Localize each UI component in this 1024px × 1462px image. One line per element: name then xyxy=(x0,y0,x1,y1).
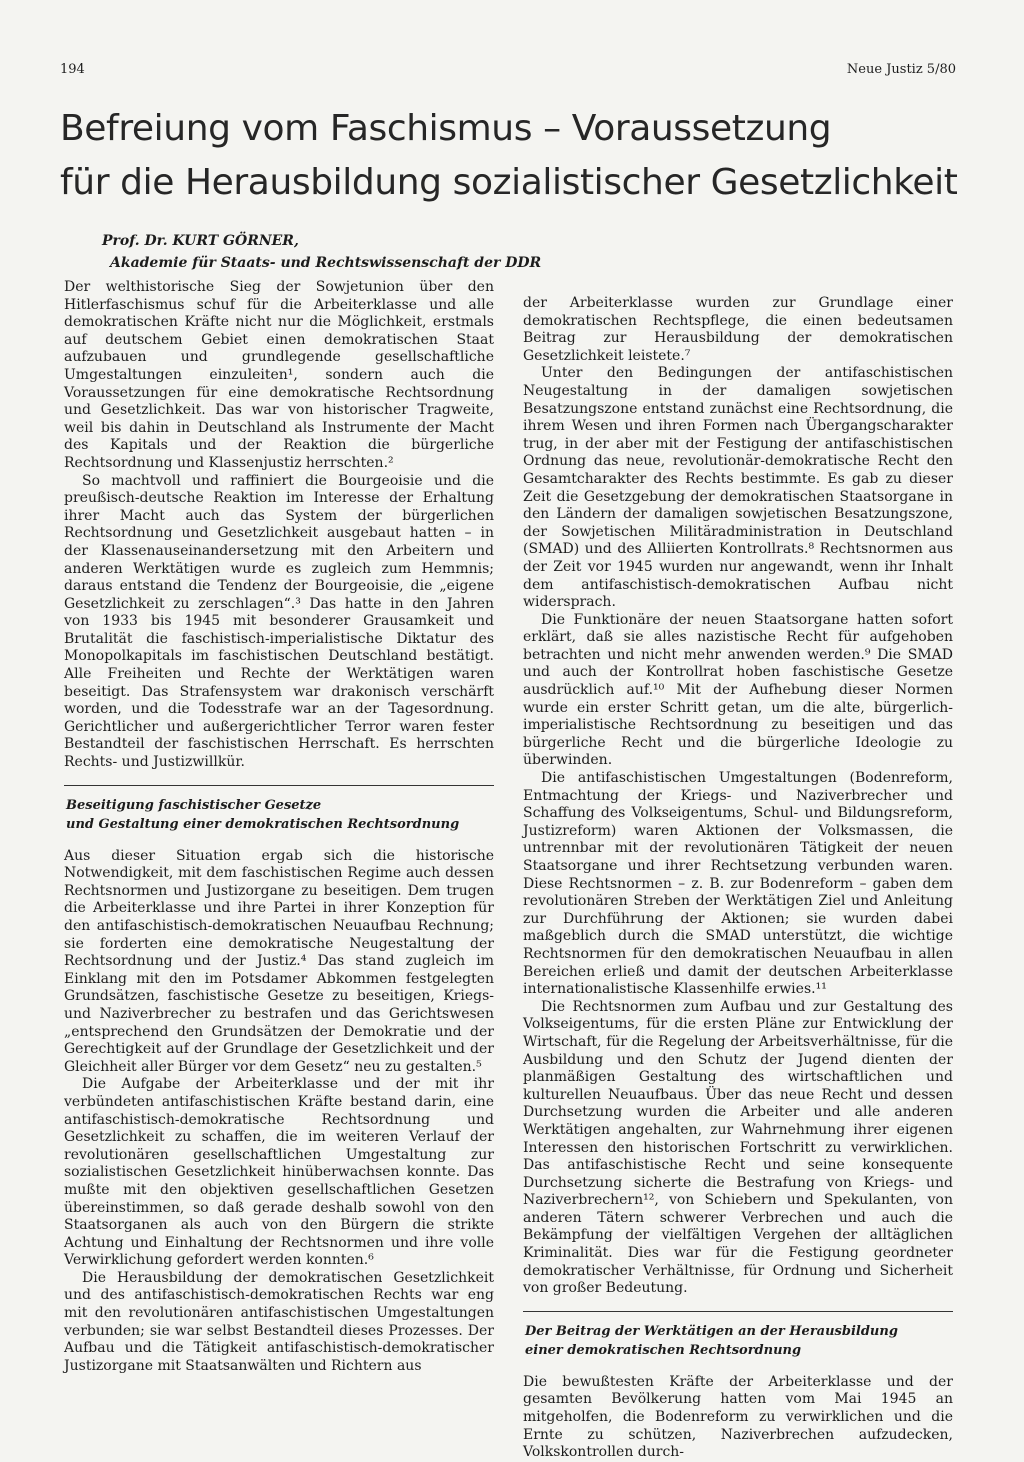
paragraph: Die Funktionäre der neuen Staatsorgane hatten sofort erklärt, daß sie alles nazistische Recht für aufgehoben betrachten und nicht mehr anwenden werden.⁹ Die SMAD und auch der Kontrollrat hoben faschistische Gesetze ausdrücklich auf.¹⁰ Mit der Aufhebung dieser Normen wurde ein erster Schritt getan, um die alte, bürgerlich-imperialistische Rechtsordnung zu beseitigen und das bürgerliche Recht und die bürgerliche Ideologie zu überwinden. xyxy=(523,611,953,769)
paragraph: Aus dieser Situation ergab sich die historische Notwendigkeit, mit dem faschistischen Regime auch dessen Rechtsnormen und Justizorgane zu beseitigen. Dem trugen die Arbeiterklasse und ihre Partei in ihrer Konzeption für den antifaschistisch-demokratischen Neuaufbau Rechnung; sie forderten eine demokratische Neugestaltung der Rechtsordnung und der Justiz.⁴ Das stand zugleich im Einklang mit den im Potsdamer Abkommen festgelegten Grundsätzen, faschistische Gesetze zu beseitigen, Kriegs- und Naziverbrecher zu bestrafen und das Gerichtswesen „entsprechend den Grundsätzen der Demokratie und der Gerechtigkeit auf der Grundlage der Gesetzlichkeit und der Gleichheit aller Bürger vor dem Gesetz“ neu zu gestalten.⁵ xyxy=(64,847,494,1075)
page-header xyxy=(60,62,956,80)
section-heading-line: einer demokratischen Rechtsordnung xyxy=(525,1342,802,1358)
section-heading-line: und Gestaltung einer demokratischen Rechtsordnung xyxy=(66,816,460,832)
paragraph: Unter den Bedingungen der antifaschistischen Neugestaltung in der damaligen sowjetischen Besatzungszone entstand zunächst eine Rechtsordnung, die ihrem Wesen und ihren Formen nach Übergangscharakter trug, in der aber mit der Festigung der antifaschistischen Ordnung das neue, revolutionär-demokratische Recht den Gesamtcharakter des Rechts bestimmte. Es gab zu dieser Zeit die Gesetzgebung der demokratischen Staatsorgane in den Ländern der damaligen sowjetischen Besatzungszone, der Sowjetischen Militäradministration in Deutschland (SMAD) und des Alliierten Kontrollrats.⁸ Rechtsnormen aus der Zeit vor 1945 wurden nur angewandt, wenn ihr Inhalt dem antifaschistisch-demokratischen Aufbau nicht widersprach. xyxy=(523,365,953,611)
section-heading xyxy=(525,1322,953,1360)
article-title xyxy=(60,102,960,210)
paragraph: Die Aufgabe der Arbeiterklasse und der mit ihr verbündeten antifaschistischen Kräfte bestand darin, eine antifaschistisch-demokratische Rechtsordnung und Gesetzlichkeit zu schaffen, die im weiteren Verlauf der revolutionären gesellschaftlichen Umgestaltung zur sozialistischen Gesetzlichkeit hinüberwachsen konnte. Das mußte mit den objektiven gesellschaftlichen Gesetzen übereinstimmen, so daß gerade deshalb sowohl von den Staatsorganen als auch von den Bürgern die strikte Achtung und Einhaltung der Rechtsnormen und ihre volle Verwirklichung gefordert werden konnten.⁶ xyxy=(64,1076,494,1269)
section-heading-line: Der Beitrag der Werktätigen an der Herausbildung xyxy=(525,1323,898,1339)
paragraph: Die bewußtesten Kräfte der Arbeiterklasse und der gesamten Bevölkerung hatten vom Mai 1945 an mitgeholfen, die Bodenreform zu verwirklichen und die Ernte zu schützen, Naziverbrechen aufzudecken, Volkskontrollen durch- xyxy=(523,1373,953,1461)
section-heading xyxy=(66,796,494,834)
author-block xyxy=(102,230,602,274)
author-name: Prof. Dr. KURT GÖRNER, xyxy=(102,233,299,249)
paragraph: Die antifaschistischen Umgestaltungen (Bodenreform, Entmachtung der Kriegs- und Naziverbrecher und Schaffung des Volkseigentums, Schul- und Bildungsreform, Justizreform) waren Aktionen der Volksmassen, die untrennbar mit der revolutionären Tätigkeit der neuen Staatsorgane und ihrer Rechtsetzung verbunden waren. Diese Rechtsnormen – z. B. zur Bodenreform – gaben dem revolutionären Streben der Werktätigen Ziel und Anleitung zur Durchführung der Aktionen; sie wurden dabei maßgeblich durch die SMAD unterstützt, die wichtige Rechtsnormen für den demokratischen Neuaufbau in allen Bereichen erließ und damit der deutschen Arbeiterklasse internationalistische Klassenhilfe erwies.¹¹ xyxy=(523,770,953,998)
paragraph: der Arbeiterklasse wurden zur Grundlage einer demokratischen Rechtspflege, die einen bedeutsamen Beitrag zur Herausbildung der demokratischen Gesetzlichkeit leistete.⁷ xyxy=(523,295,953,364)
section-heading-line: Beseitigung faschistischer Gesetze xyxy=(66,797,322,813)
page-number: 194 xyxy=(60,62,85,77)
section-divider xyxy=(523,1311,953,1312)
title-line-2: für die Herausbildung sozialistischer Gesetzlichkeit xyxy=(60,162,958,203)
paragraph: So machtvoll und raffiniert die Bourgeoisie und die preußisch-deutsche Reaktion im Interesse der Erhaltung ihrer Macht auch das System der bürgerlichen Rechtsordnung und Gesetzlichkeit ausgebaut hatten – in der Klassenauseinandersetzung mit den Arbeitern und anderen Werktätigen wurde es zugleich zum Hemmnis; daraus entstand die Tendenz der Bourgeoisie, die „eigene Gesetzlichkeit zu zerschlagen“.³ Das hatte in den Jahren von 1933 bis 1945 mit besonderer Grausamkeit und Brutalität die faschistisch-imperialistische Diktatur des Monopolkapitals im faschistischen Deutschland bestätigt. Alle Freiheiten und Rechte der Werktätigen waren beseitigt. Das Strafensystem war drakonisch verschärft worden, und die Todesstrafe war an der Tagesordnung. Gerichtlicher und außergerichtlicher Terror waren fester Bestandteil der faschistischen Herrschaft. Es herrschten Rechts- und Justizwillkür. xyxy=(64,472,494,771)
journal-reference: Neue Justiz 5/80 xyxy=(846,62,956,77)
paragraph: Die Rechtsnormen zum Aufbau und zur Gestaltung des Volkseigentums, für die ersten Pläne zur Entwicklung der Wirtschaft, für die Regelung der Arbeitsverhältnisse, für die Ausbildung und den Schutz der Jugend dienten der planmäßigen Gestaltung des wirtschaftlichen und kulturellen Neuaufbaus. Über das neue Recht und dessen Durchsetzung wurden die Arbeiter und alle anderen Werktätigen angehalten, zur Wahrnehmung ihrer eigenen Interessen den historischen Fortschritt zu verwirklichen. Das antifaschistische Recht und seine konsequente Durchsetzung sicherte die Bestrafung von Kriegs- und Naziverbrechern¹², von Schiebern und Spekulanten, von anderen Tätern schwerer Verbrechen und auch die Bekämpfung der vielfältigen Vergehen der alltäglichen Kriminalität. Dies war für die Festigung geordneter demokratischer Verhältnisse, für Ordnung und Sicherheit von großer Bedeutung. xyxy=(523,998,953,1297)
paragraph: Die Herausbildung der demokratischen Gesetzlichkeit und des antifaschistisch-demokratischen Rechts war eng mit den revolutionären antifaschistischen Umgestaltungen verbunden; sie war selbst Bestandteil dieses Prozesses. Der Aufbau und die Tätigkeit antifaschistisch-demokratischer Justizorgane mit Staatsanwälten und Richtern aus xyxy=(64,1269,494,1374)
section-divider xyxy=(64,785,494,786)
right-column xyxy=(523,295,953,1462)
paragraph: Der welthistorische Sieg der Sowjetunion über den Hitlerfaschismus schuf für die Arbeiterklasse und alle demokratischen Kräfte nicht nur die Möglichkeit, erstmals auf deutschem Gebiet einen demokratischen Staat aufzubauen und grundlegende gesellschaftliche Umgestaltungen einzuleiten¹, sondern auch die Voraussetzungen für eine demokratische Rechtsordnung und Gesetzlichkeit. Das war von historischer Tragweite, weil bis dahin in Deutschland als Instrumente der Macht des Kapitals und der Reaktion die bürgerliche Rechtsordnung und Klassenjustiz herrschten.² xyxy=(64,279,494,471)
title-line-1: Befreiung vom Faschismus – Voraussetzung xyxy=(60,108,832,149)
author-institution: Akademie für Staats- und Rechtswissenschaft der DDR xyxy=(110,255,542,271)
left-column xyxy=(64,279,494,1375)
